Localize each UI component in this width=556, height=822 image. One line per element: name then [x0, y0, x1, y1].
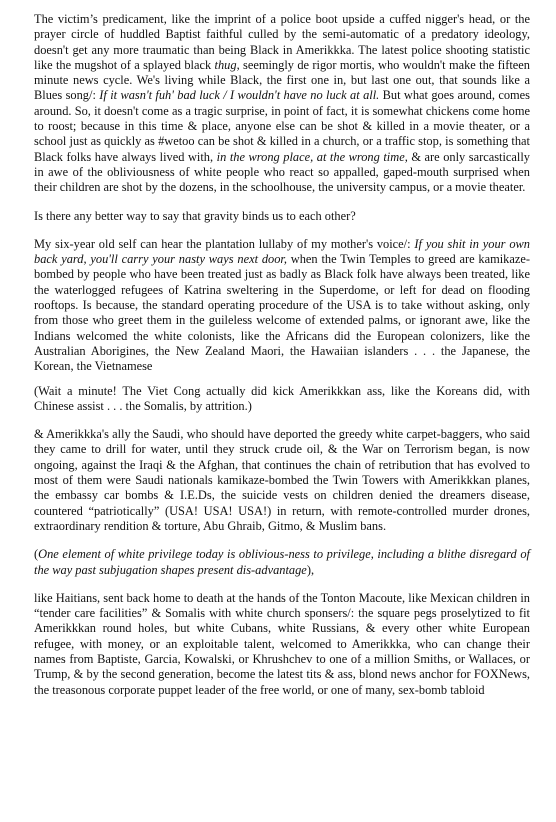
text-run: Is there any better way to say that gravity binds us to each other? — [34, 208, 356, 223]
text-run: when the Twin Temples to greed are kamikaze-bombed by people who have been treated just as badly as Black folk have always been treated, like the waterlogged refugees of Katrina sweltering in the Superdome, or left for dead on flooding rooftops. Is because, the standard operating procedure of the USA is to take without asking, only from those who greet them in the guileless welcome of extended palms, or ignorant awe, like the Indians welcomed the white colonists, like the Africans did the European colonizers, like the Australian Aborigines, the New Zealand Maori, the Hawaiian islanders . . . the Japanese, the Korean, the Vietnamese — [34, 252, 530, 374]
italic-text-run: in the wrong place, at the wrong time, — [216, 149, 408, 164]
text-run: & Amerikkka's ally the Saudi, who should have deported the greedy white carpet-baggers, who said they came to drill for water, until they struck crude oil, & the War on Terrorism began, is now ongoing, against the Iraqi & the Afghan, that continues the chain of retribution that has evolved to most of them were Saudi nationals kamikaze-bombed the Twin Towers with Amerikkkan planes, the embassy car bombs & I.E.Ds, the suicide vests on children denied the dreamers disease, countered “patriotically” (USA! USA! USA!) in return, with remote-controlled murder drones, extraordinary rendition & torture, Abu Ghraib, Gitmo, & Muslim bans. — [34, 427, 530, 533]
paragraph — [34, 12, 530, 196]
text-run: ( — [34, 547, 39, 562]
text-run: , seemingly de rigor mortis, who wouldn't make the fifteen minute news cycle. We's living while Black, the first one in, but last one out, that sounds like a Blues song/: — [34, 57, 530, 103]
text-run: ), — [306, 562, 315, 577]
text-run: (Wait a minute! The Viet Cong actually did kick Amerikkkan ass, like the Koreans did, with Chinese assist . . . the Somalis, by attrition.) — [34, 383, 530, 413]
paragraph — [34, 591, 530, 698]
paragraph — [34, 384, 530, 415]
italic-text-run: One element of white privilege today is oblivious-ness to privilege, including a blithe disregard of the way past subjugation shapes present dis-advantage — [34, 547, 530, 577]
paragraph — [34, 237, 530, 375]
paragraph — [34, 427, 530, 534]
paragraph — [34, 547, 530, 578]
text-run: My six-year old self can hear the plantation lullaby of my mother's voice/: — [34, 236, 415, 251]
text-run: & are only sarcastically in awe of the obliviousness of white people who react so appalled, gaped-mouth surprised when their children are shot by the dozens, in the schoolhouse, the university campus, or a movie theater. — [34, 149, 530, 195]
paragraph — [34, 209, 530, 224]
text-run: The victim’s predicament, like the imprint of a police boot upside a cuffed nigger's head, or the prayer circle of huddled Baptist faithful culled by the semi-automatic of a predatory ideology, doesn't get any more traumatic than being Black in Amerikkka. The latest police shooting statistic like the mugshot of a splayed black — [34, 12, 530, 72]
italic-text-run: If it wasn't fuh' bad luck / I wouldn't have no luck at all. — [99, 88, 380, 103]
text-run: like Haitians, sent back home to death at the hands of the Tonton Macoute, like Mexican children in “tender care facilities” & Somalis with white church sponsers/: the square pegs proselytized to fit Amerikkkan round holes, but white Cubans, white Russians, & every other white European refugee, with money, or an exploitable talent, welcomed to Amerikkka, who can change their names from Baptiste, Garcia, Kowalski, or Khrushchev to one of a million Smiths, or Wallaces, or Trump, & by the second generation, become the latest tits & ass, blond news anchor for FOXNews, the treasonous corporate puppet leader of the free world, or one of many, sex-bomb tabloid — [34, 590, 530, 697]
text-run: But what goes around, comes around. So, it doesn't come as a tragic surprise, in point of fact, it is somewhat chickens come home to roost; because in this time & place, anyone else can be shot & killed in a movie theater, or a school just as quickly as #wetoo can be shot & killed in a church, or a traffic stop, is something that Black folks have always lived with, — [34, 88, 530, 164]
italic-text-run: If you shit in your own back yard, you'll carry your nasty ways next door, — [34, 236, 530, 267]
italic-text-run: thug — [214, 57, 237, 72]
